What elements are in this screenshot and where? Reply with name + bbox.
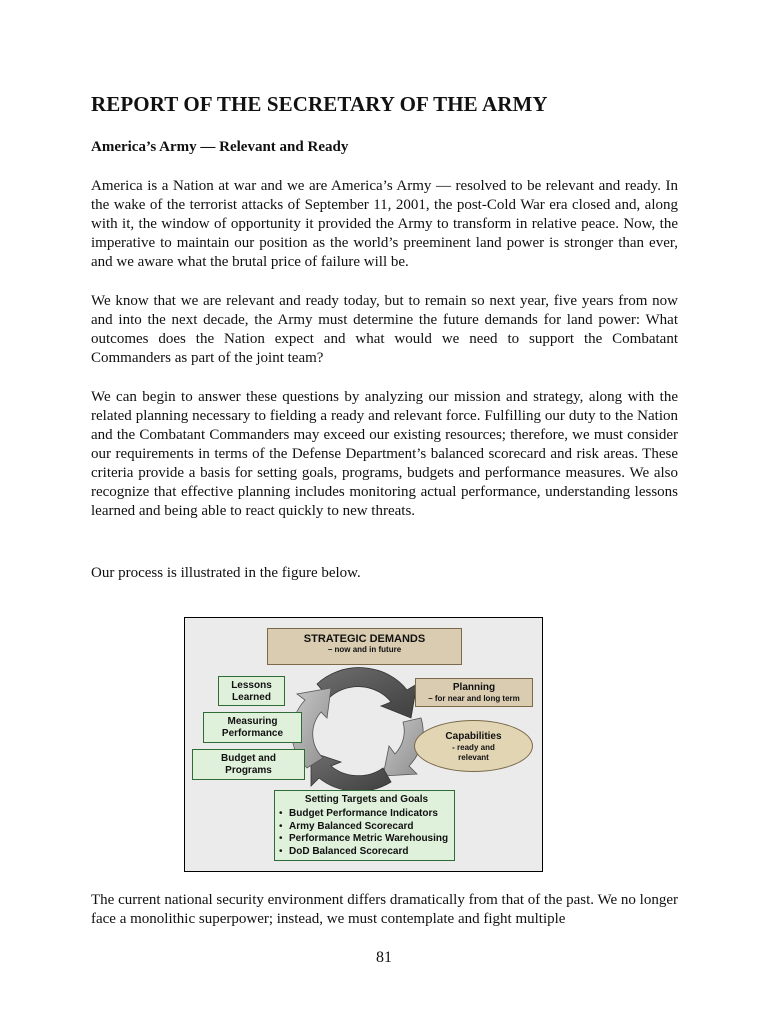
paragraph-2: We know that we are relevant and ready today, but to remain so next year, five years from now and into the next decade, the Army must determine the future demands for land power: What outcomes does the Nation expect and what would we need to support the Combatant Commanders as part of the joint team? <box>91 293 678 366</box>
paragraph-5: The current national security environment differs dramatically from that of the past. We no longer face a monolithic superpower; instead, we must contemplate and fight multiple <box>91 892 678 927</box>
capabilities-title: Capabilities <box>445 731 502 742</box>
section-heading: America’s Army — Relevant and Ready <box>91 139 349 155</box>
budget-programs-box <box>192 749 305 780</box>
paragraph-4: Our process is illustrated in the figure below. <box>91 565 361 581</box>
measuring-line-2: Performance <box>221 728 284 739</box>
paragraph-1: America is a Nation at war and we are America’s Army — resolved to be relevant and ready. In the wake of the terrorist attacks of September 11, 2001, the post-Cold War era closed and, along with it, the window of opportunity it provided the Army to transform in relative peace. Now, the imperative to maintain our position as the world’s preeminent land power is stronger than ever, and we aware what the brutal price of failure will be. <box>91 178 678 270</box>
measuring-line-1: Measuring <box>227 716 278 727</box>
capabilities-ellipse <box>414 720 533 772</box>
capabilities-subtitle-1: - ready and <box>452 743 495 752</box>
page-number: 81 <box>376 949 392 966</box>
process-figure <box>184 617 543 872</box>
planning-title: Planning <box>452 682 496 693</box>
list-item: • DoD Balanced Scorecard <box>279 846 454 859</box>
measuring-performance-box <box>203 712 302 743</box>
setting-targets-title: Setting Targets and Goals <box>304 794 429 805</box>
cycle-arrow-top <box>317 668 417 718</box>
strategic-demands-box <box>267 628 462 665</box>
lessons-line-1: Lessons <box>231 680 272 691</box>
capabilities-subtitle-2: relevant <box>458 753 489 762</box>
paragraph-3: We can begin to answer these questions by analyzing our mission and strategy, along with the related planning necessary to fielding a ready and relevant force. Fulfilling our duty to the Nation and the Combatant Commanders may exceed our existing resources; therefore, we must consider our requirements in terms of the Defense Department’s balanced scorecard and risk areas. These criteria provide a basis for setting goals, programs, budgets and performance measures. We also recognize that effective planning includes monitoring actual performance, understanding lessons learned and being able to react quickly to new threats. <box>91 389 678 519</box>
strategic-demands-subtitle: – now and in future <box>327 645 402 654</box>
setting-targets-box <box>274 790 455 861</box>
list-item: • Budget Performance Indicators <box>279 808 454 821</box>
planning-subtitle: – for near and long term <box>428 694 520 703</box>
budget-line-1: Budget and <box>221 753 276 764</box>
planning-box <box>415 678 533 707</box>
list-item: • Army Balanced Scorecard <box>279 821 454 834</box>
lessons-line-2: Learned <box>232 692 271 703</box>
strategic-demands-title: STRATEGIC DEMANDS <box>303 633 426 645</box>
page-title: REPORT OF THE SECRETARY OF THE ARMY <box>91 92 548 116</box>
list-item: • Performance Metric Warehousing <box>279 833 454 846</box>
targets-list <box>279 808 454 858</box>
budget-line-2: Programs <box>225 765 272 776</box>
lessons-learned-box <box>218 676 285 706</box>
